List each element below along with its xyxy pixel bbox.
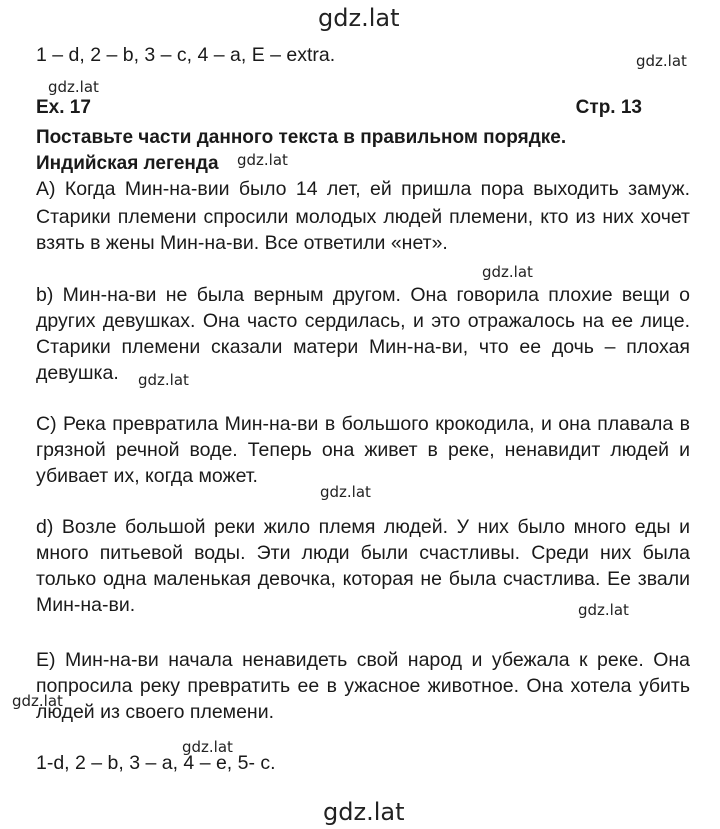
paragraph-d-line-3: только одна маленькая девочка, которая не была счастлива. Ее звали xyxy=(36,568,690,590)
watermark-top: gdz.lat xyxy=(318,4,400,32)
paragraph-b-line-1: b) Мин-на-ви не была верным другом. Она говорила плохие вещи о xyxy=(36,284,690,306)
watermark-right-1: gdz.lat xyxy=(636,52,687,70)
paragraph-d-line-2: много питьевой воды. Эти люди были счастливы. Среди них была xyxy=(36,542,690,564)
final-answer: 1-d, 2 – b, 3 – a, 4 – e, 5- c. xyxy=(36,752,276,774)
paragraph-c-line-1: C) Река превратила Мин-на-ви в большого крокодила, и она плавала в xyxy=(36,413,690,435)
paragraph-d-line-1: d) Возле большой реки жило племя людей. У них было много еды и xyxy=(36,516,690,538)
paragraph-e-line-3: людей из своего племени. xyxy=(36,701,274,723)
watermark-mid-4: gdz.lat xyxy=(320,483,371,501)
paragraph-b-line-2: других девушках. Она часто сердилась, и это отражалось на ее лице. xyxy=(36,310,690,332)
paragraph-a-line-2: Старики племени спросили молодых людей племени, кто из них хочет xyxy=(36,206,690,228)
watermark-bottom: gdz.lat xyxy=(323,798,405,826)
exercise-number: Ex. 17 xyxy=(36,97,91,118)
page-number: Стр. 13 xyxy=(575,97,642,118)
exercise-header xyxy=(36,97,642,119)
paragraph-e-line-2: попросила реку превратить ее в ужасное животное. Она хотела убить xyxy=(36,675,690,697)
watermark-mid-3: gdz.lat xyxy=(138,371,189,389)
watermark-mid-5: gdz.lat xyxy=(182,738,233,756)
paragraph-a-line-3: взять в жены Мин-на-ви. Все ответили «нет». xyxy=(36,232,448,254)
task-instruction: Поставьте части данного текста в правильном порядке. xyxy=(36,127,567,148)
watermark-left-2: gdz.lat xyxy=(12,692,63,710)
previous-answer: 1 – d, 2 – b, 3 – c, 4 – a, E – extra. xyxy=(36,44,336,66)
paragraph-d-line-4: Мин-на-ви. xyxy=(36,594,136,616)
watermark-left-1: gdz.lat xyxy=(48,78,99,96)
watermark-mid-2: gdz.lat xyxy=(482,263,533,281)
paragraph-e-line-1: E) Мин-на-ви начала ненавидеть свой народ и убежала к реке. Она xyxy=(36,649,690,671)
paragraph-a-line-1: A) Когда Мин-на-вии было 14 лет, ей пришла пора выходить замуж. xyxy=(36,178,690,200)
paragraph-c-line-3: убивает их, когда может. xyxy=(36,465,258,487)
watermark-right-2: gdz.lat xyxy=(578,601,629,619)
watermark-mid-1: gdz.lat xyxy=(237,151,288,169)
legend-title: Индийская легенда xyxy=(36,153,219,174)
paragraph-c-line-2: грязной речной воде. Теперь она живет в реке, ненавидит людей и xyxy=(36,439,690,461)
paragraph-b-line-3: Старики племени сказали матери Мин-на-ви, что ее дочь – плохая xyxy=(36,336,690,358)
paragraph-b-line-4: девушка. xyxy=(36,362,119,384)
